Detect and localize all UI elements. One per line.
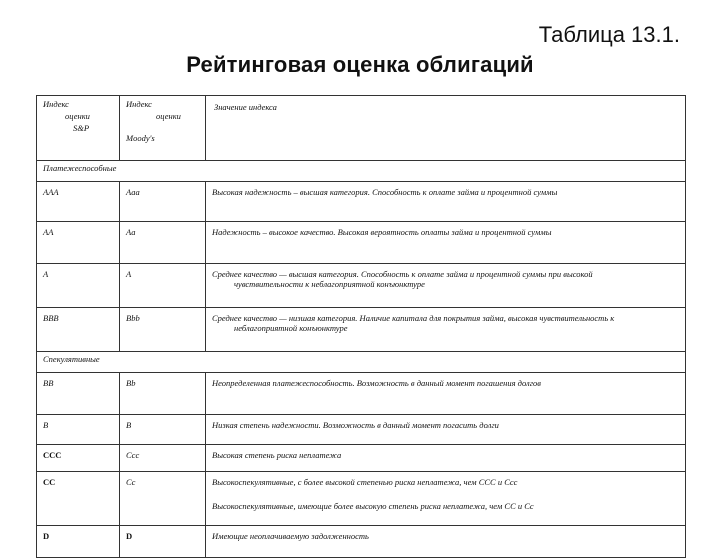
cell-desc <box>206 264 686 308</box>
cell-desc: Низкая степень надежности. Возможность в данный момент погасить долги <box>206 415 686 445</box>
header-sp-line2: оценки <box>65 111 90 121</box>
cell-moody: Bbb <box>120 308 206 352</box>
table-number: Таблица 13.1. <box>538 22 680 47</box>
table-row <box>37 222 686 264</box>
cell-moody: Bb <box>120 373 206 415</box>
header-sp-line1: Индекс <box>43 99 69 109</box>
header-sp <box>37 96 120 161</box>
cell-desc-line2: неблагоприятной конъюнктуре <box>234 323 348 333</box>
cell-sp: AAA <box>37 182 120 222</box>
cell-desc-line1: Среднее качество — низшая категория. Наличие капитала для покрытия займа, высокая чувствительность к <box>212 313 615 323</box>
cell-moody: A <box>120 264 206 308</box>
cell-desc: Надежность – высокое качество. Высокая вероятность оплаты займа и процентной суммы <box>206 222 686 264</box>
cell-sp: A <box>37 264 120 308</box>
section-row <box>37 161 686 182</box>
cell-desc-c: Высокоспекулятивные, имеющие более высокую степень риска неплатежа, чем CC и Cc <box>212 501 534 511</box>
table-header-row <box>37 96 686 161</box>
cell-sp: B <box>37 415 120 445</box>
table-row <box>37 264 686 308</box>
cell-sp: CCC <box>37 445 120 472</box>
cell-sp: D <box>37 526 120 558</box>
cell-sp: AA <box>37 222 120 264</box>
cell-moody: B <box>120 415 206 445</box>
cell-desc-line2: чувствительности к неблагоприятной конъюнктуре <box>234 279 425 289</box>
page-title: Рейтинговая оценка облигаций <box>186 52 534 77</box>
section-solvent: Платежеспособные <box>37 161 686 182</box>
header-moody <box>120 96 206 161</box>
header-moody-line2: оценки <box>156 111 181 121</box>
rating-table <box>36 95 686 558</box>
cell-moody: Ccc <box>120 445 206 472</box>
cell-moody: Cc <box>120 472 206 526</box>
cell-desc: Высокая надежность – высшая категория. Способность к оплате займа и процентной суммы <box>206 182 686 222</box>
cell-sp: CC <box>37 472 120 526</box>
cell-sp: BBB <box>37 308 120 352</box>
table-row <box>37 472 686 526</box>
header-sp-line3: S&P <box>73 123 90 133</box>
cell-desc-cc: Высокоспекулятивные, с более высокой степенью риска неплатежа, чем CCC и Ccc <box>212 477 518 487</box>
section-row <box>37 352 686 373</box>
cell-desc-line1: Среднее качество — высшая категория. Способность к оплате займа и процентной суммы при высокой <box>212 269 593 279</box>
cell-desc <box>206 472 686 526</box>
header-moody-line3: Moody's <box>126 133 155 143</box>
table-row <box>37 373 686 415</box>
section-speculative: Спекулятивные <box>37 352 686 373</box>
header-meaning: Значение индекса <box>206 96 686 161</box>
cell-desc <box>206 308 686 352</box>
cell-sp: BB <box>37 373 120 415</box>
table-row <box>37 415 686 445</box>
cell-desc: Имеющие неоплачиваемую задолженность <box>206 526 686 558</box>
cell-moody: Aa <box>120 222 206 264</box>
table-row <box>37 182 686 222</box>
table-row <box>37 526 686 558</box>
table-row <box>37 445 686 472</box>
cell-moody: D <box>120 526 206 558</box>
header-moody-line1: Индекс <box>126 99 152 109</box>
cell-desc: Неопределенная платежеспособность. Возможность в данный момент погашения долгов <box>206 373 686 415</box>
table-row <box>37 308 686 352</box>
cell-desc: Высокая степень риска неплатежа <box>206 445 686 472</box>
cell-moody: Aaa <box>120 182 206 222</box>
